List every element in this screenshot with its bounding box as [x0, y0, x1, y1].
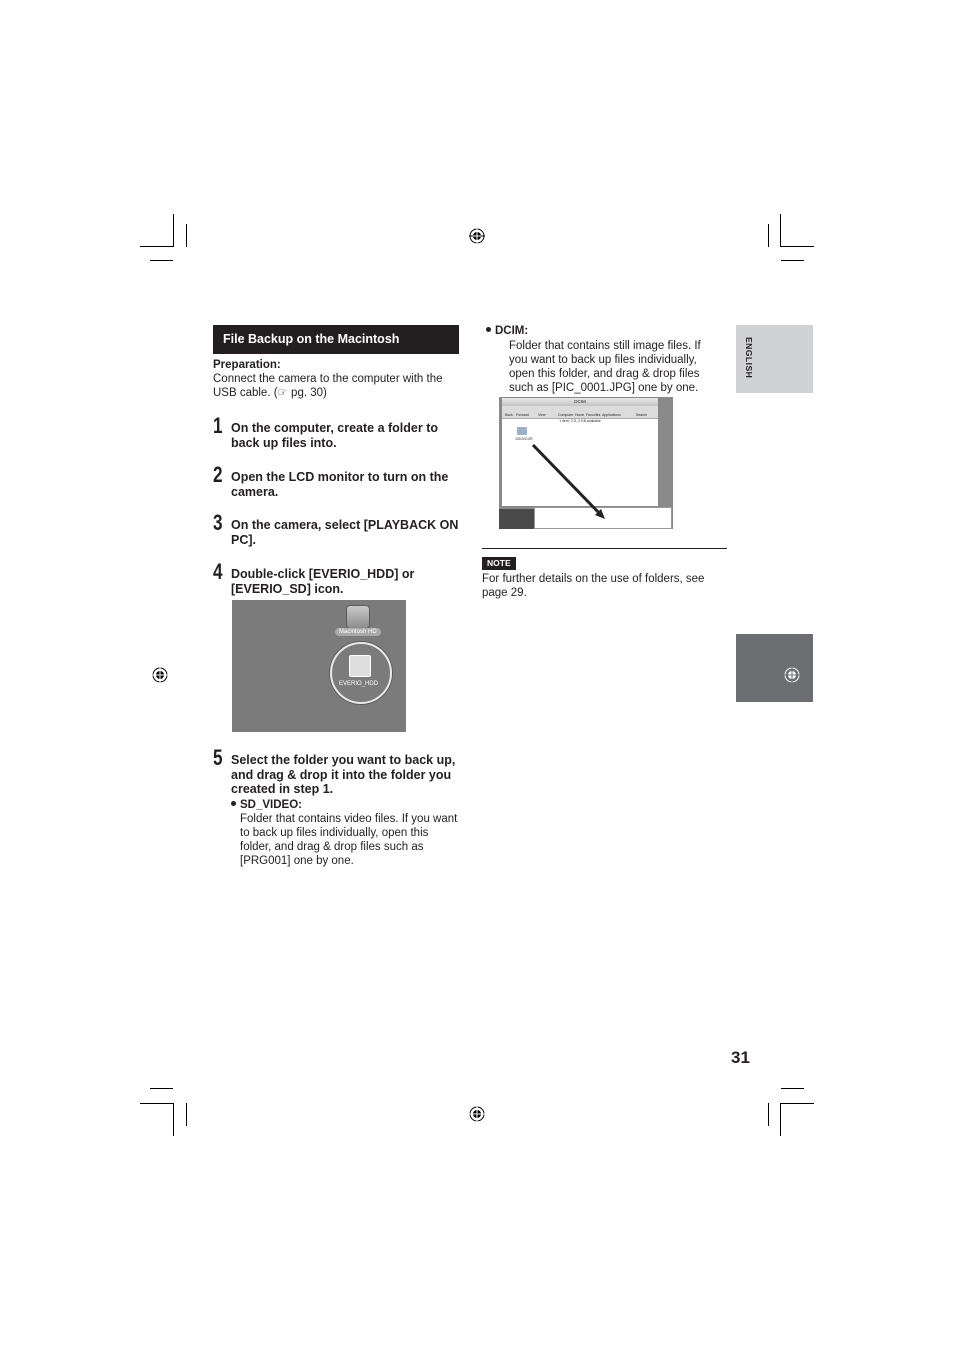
registration-mark-icon	[469, 1106, 485, 1122]
note-badge: NOTE	[482, 557, 516, 570]
toolbar-back[interactable]: Back	[505, 413, 513, 417]
step-text: Open the LCD monitor to turn on the camera.	[231, 470, 449, 499]
language-label: ENGLISH	[744, 337, 754, 379]
mac-desktop-screenshot	[232, 600, 406, 732]
drag-arrow-icon	[499, 397, 673, 529]
step-text: Select the folder you want to back up, and drag & drop it into the folder you created in step 1.	[231, 753, 456, 796]
note-text: For further details on the use of folders, see page 29.	[482, 573, 705, 599]
registration-mark-icon	[152, 667, 168, 683]
crop-mark	[768, 1103, 769, 1126]
registration-mark-icon	[469, 228, 485, 244]
crop-mark	[140, 246, 173, 247]
toolbar-favorites[interactable]: Favorites	[586, 413, 601, 417]
toolbar-applications[interactable]: Applications	[602, 413, 621, 417]
toolbar-home[interactable]: Home	[575, 413, 585, 417]
everio-hdd-icon[interactable]	[349, 655, 371, 677]
macintosh-hd-label: Macintosh HD	[335, 628, 381, 636]
crop-mark	[173, 214, 174, 247]
dcim-text: Folder that contains still image files. If you want to back up files individually, open this folder, and drag & drop files such as [PIC_0001.JPG] one by one.	[509, 340, 701, 394]
preparation-text: Connect the camera to the computer with the USB cable. (☞ pg. 30)	[213, 373, 443, 399]
registration-mark-icon	[784, 667, 800, 683]
hard-drive-icon[interactable]	[346, 605, 370, 629]
side-tab-bottom	[736, 634, 813, 702]
everio-hdd-label: EVERIO_HDD	[339, 681, 379, 687]
dcim-heading: DCIM:	[486, 325, 528, 337]
step-number: 4	[213, 559, 223, 584]
step-text: On the camera, select [PLAYBACK ON PC].	[231, 518, 459, 547]
crop-mark	[186, 1103, 187, 1126]
bullet-icon	[486, 327, 491, 332]
sd-video-text: Folder that contains video files. If you want to back up files individually, open this folder, and drag & drop files such as [PRG001] one by one.	[240, 813, 458, 867]
crop-mark	[781, 246, 814, 247]
note-divider	[482, 548, 727, 549]
toolbar-search[interactable]: Search	[636, 413, 648, 417]
crop-mark	[781, 1088, 804, 1089]
preparation-label: Preparation:	[213, 359, 281, 371]
bullet-icon	[231, 801, 236, 806]
crop-mark	[150, 260, 173, 261]
page-number: 31	[731, 1048, 750, 1067]
step-text: On the computer, create a folder to back up files into.	[231, 421, 438, 450]
crop-mark	[781, 1103, 814, 1104]
step-number: 3	[213, 510, 223, 535]
step-number: 2	[213, 462, 223, 487]
crop-mark	[173, 1103, 174, 1136]
step-number: 1	[213, 413, 223, 438]
crop-mark	[780, 1103, 781, 1136]
step-text: Double-click [EVERIO_HDD] or [EVERIO_SD] icon.	[231, 567, 415, 596]
folder-label: 100JVCGR	[515, 437, 533, 441]
finder-screenshot	[499, 397, 673, 529]
sd-video-heading: SD_VIDEO:	[231, 799, 302, 811]
crop-mark	[768, 224, 769, 247]
toolbar-view[interactable]: View	[538, 413, 546, 417]
step-number: 5	[213, 745, 223, 770]
finder-title: DCIM	[502, 398, 658, 406]
crop-mark	[140, 1103, 173, 1104]
crop-mark	[186, 224, 187, 247]
toolbar-computer[interactable]: Computer	[558, 413, 574, 417]
crop-mark	[780, 214, 781, 247]
crop-mark	[781, 260, 804, 261]
section-title: File Backup on the Macintosh	[213, 325, 459, 354]
finder-status: 1 item, 2 G, 0 KB available	[559, 419, 601, 423]
crop-mark	[150, 1088, 173, 1089]
toolbar-forward[interactable]: Forward	[516, 413, 529, 417]
